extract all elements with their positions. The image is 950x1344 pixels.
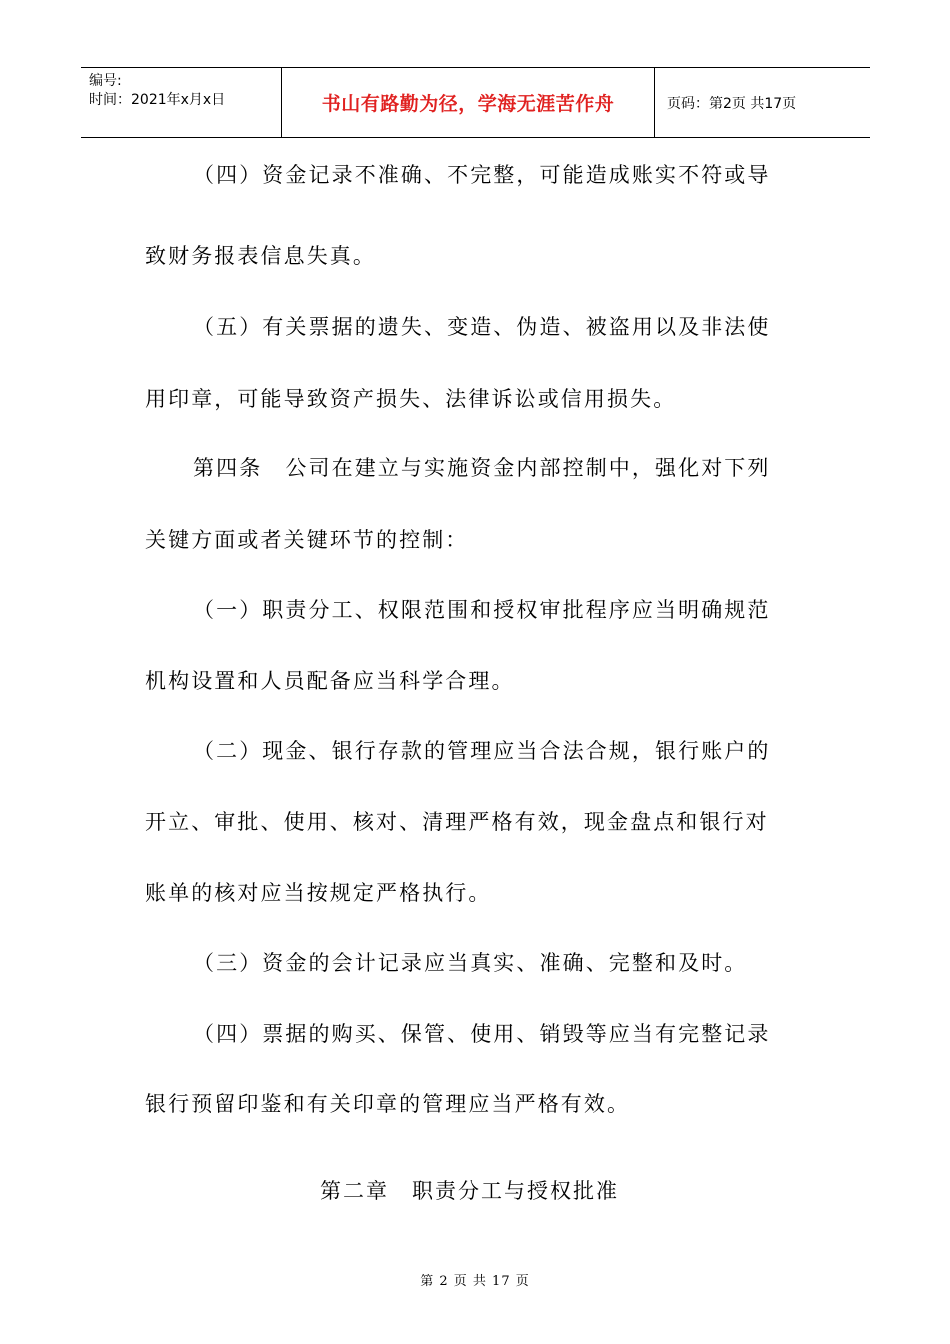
document-time: 时间：2021年x月x日 (89, 92, 226, 108)
body-line: （一）职责分工、权限范围和授权审批程序应当明确规范 (193, 598, 771, 622)
page-header (81, 67, 870, 138)
body-line: （二）现金、银行存款的管理应当合法合规，银行账户的 (193, 739, 771, 763)
body-line: 开立、审批、使用、核对、清理严格有效，现金盘点和银行对 (145, 810, 769, 834)
document-number-label: 编号: (89, 73, 122, 89)
header-meta (81, 68, 282, 137)
page-footer: 第 2 页 共 17 页 (420, 1274, 530, 1289)
body-line: （三）资金的会计记录应当真实、准确、完整和及时。 (193, 951, 748, 975)
body-line: 机构设置和人员配备应当科学合理。 (145, 669, 515, 693)
body-line: （五）有关票据的遗失、变造、伪造、被盗用以及非法使 (193, 315, 771, 339)
header-motto: 书山有路勤为径，学海无涯苦作舟 (282, 68, 655, 137)
body-line: 致财务报表信息失真。 (145, 244, 376, 268)
body-line: 银行预留印鉴和有关印章的管理应当严格有效。 (145, 1092, 631, 1116)
chapter-title: 第二章 职责分工与授权批准 (320, 1179, 619, 1203)
body-line: （四）资金记录不准确、不完整，可能造成账实不符或导 (193, 163, 771, 187)
body-line: 账单的核对应当按规定严格执行。 (145, 881, 492, 905)
article-heading-line: 第四条 公司在建立与实施资金内部控制中，强化对下列 (193, 456, 771, 480)
body-line: （四）票据的购买、保管、使用、销毁等应当有完整记录 (193, 1022, 771, 1046)
header-page-code: 页码：第2页 共17页 (667, 95, 797, 112)
body-line: 用印章，可能导致资产损失、法律诉讼或信用损失。 (145, 387, 677, 411)
body-line: 关键方面或者关键环节的控制： (145, 528, 469, 552)
